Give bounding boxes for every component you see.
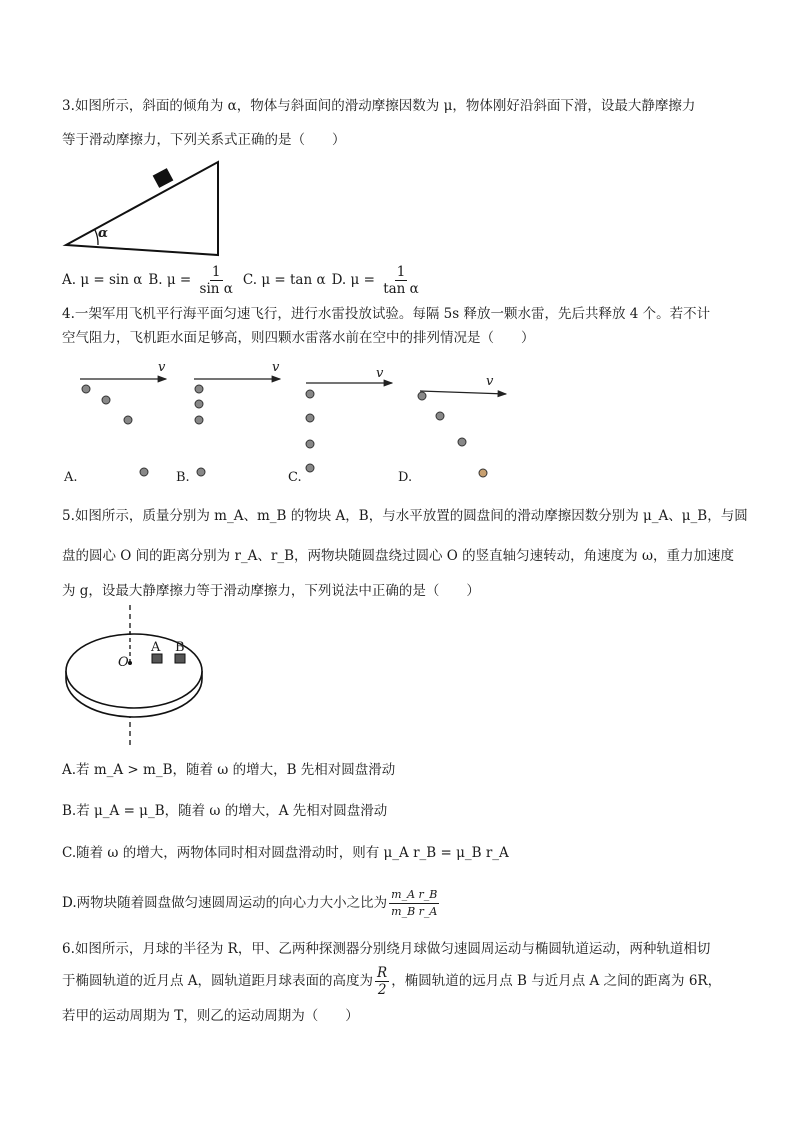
mine: [479, 469, 487, 477]
q3-option-b[interactable]: [148, 264, 237, 297]
q4-b-velocity: v: [272, 360, 280, 375]
q4-option-c-label[interactable]: C.: [288, 470, 302, 485]
mine: [418, 392, 426, 400]
q3-option-c[interactable]: C. μ = tan α: [242, 272, 326, 288]
q4-option-d-label[interactable]: D.: [398, 470, 413, 485]
block-b-label: B: [175, 640, 185, 655]
disk-figure: [60, 605, 210, 750]
q3-option-d-prefix: D. μ =: [331, 271, 375, 288]
q4-figure-a: [76, 362, 176, 482]
q3-option-d-num: 1: [396, 263, 406, 280]
q3-options: [62, 262, 423, 298]
angle-alpha-label: α: [98, 226, 109, 241]
mine: [195, 400, 203, 408]
q4-a-velocity: v: [158, 360, 166, 375]
q5-stem-line3: 为 g，设最大静摩擦力等于滑动摩擦力，下列说法中正确的是（ ）: [62, 583, 480, 599]
mine: [102, 396, 110, 404]
q3-option-b-num: 1: [211, 263, 221, 280]
q3-option-a[interactable]: A. μ = sin α: [62, 272, 143, 288]
q5-stem-line1: 5.如图所示，质量分别为 m_A、m_B 的物块 A，B，与水平放置的圆盘间的滑动摩擦因数分别为 μ_A、μ_B，与圆: [62, 508, 748, 524]
disk-center-label: O: [118, 655, 129, 670]
q3-option-b-prefix: B. μ =: [148, 271, 192, 288]
q5-option-d-den: m_B r_A: [391, 904, 438, 918]
q6-height-num: R: [377, 964, 388, 981]
mine: [306, 440, 314, 448]
q6-stem-line1: 6.如图所示，月球的半径为 R，甲、乙两种探测器分别绕月球做匀速圆周运动与椭圆轨道运动，两种轨道相切: [62, 941, 711, 957]
q6-stem-line3: 若甲的运动周期为 T，则乙的运动周期为（ ）: [62, 1008, 359, 1024]
q4-stem-line2: 空气阻力，飞机距水面足够高，则四颗水雷落水前在空中的排列情况是（ ）: [62, 330, 535, 346]
mine: [195, 385, 203, 393]
incline-block: [153, 168, 174, 188]
mine: [436, 412, 444, 420]
q6-height-den: 2: [377, 981, 387, 998]
q4-figure-b: [190, 362, 290, 482]
q5-option-d-prefix: D.两物块随着圆盘做匀速圆周运动的向心力大小之比为: [62, 895, 388, 911]
mine: [458, 438, 466, 446]
block-a: [152, 654, 162, 663]
q3-stem-line1: 3.如图所示，斜面的倾角为 α，物体与斜面间的滑动摩擦因数为 μ，物体刚好沿斜面下滑，设最大静摩擦力: [62, 98, 696, 114]
mine: [140, 468, 148, 476]
q3-stem-line2: 等于滑动摩擦力，下列关系式正确的是（ ）: [62, 132, 346, 148]
q5-option-a[interactable]: A.若 m_A > m_B，随着 ω 的增大，B 先相对圆盘滑动: [62, 762, 396, 778]
q4-option-a-label[interactable]: A.: [64, 470, 78, 485]
mine: [82, 385, 90, 393]
q6-stem-line2-prefix: 于椭圆轨道的近月点 A，圆轨道距月球表面的高度为: [62, 973, 374, 989]
q5-option-c[interactable]: C.随着 ω 的增大，两物体同时相对圆盘滑动时，则有 μ_A r_B = μ_B r_A: [62, 845, 509, 861]
q4-option-b-label[interactable]: B.: [176, 470, 190, 485]
mine: [195, 416, 203, 424]
q4-d-velocity: v: [486, 374, 494, 389]
q5-option-d[interactable]: [62, 884, 441, 922]
q5-stem-line2: 盘的圆心 O 间的距离分别为 r_A、r_B，两物块随圆盘绕过圆心 O 的竖直轴匀速转动，角速度为 ω，重力加速度: [62, 548, 734, 564]
incline-figure: [60, 158, 230, 258]
q6-stem-line2: [62, 962, 721, 1000]
q4-stem-line1: 4.一架军用飞机平行海平面匀速飞行，进行水雷投放试验。每隔 5s 释放一颗水雷，先后共释放 4 个。若不计: [62, 306, 711, 322]
q4-c-velocity: v: [376, 366, 384, 381]
q5-option-b[interactable]: B.若 μ_A = μ_B，随着 ω 的增大，A 先相对圆盘滑动: [62, 803, 388, 819]
mine: [306, 390, 314, 398]
block-a-label: A: [151, 640, 161, 655]
q3-option-b-den: sin α: [199, 280, 233, 297]
q4-figure-d: [416, 374, 516, 484]
q3-option-d-den: tan α: [383, 280, 419, 297]
mine: [124, 416, 132, 424]
mine: [306, 414, 314, 422]
q5-option-d-num: m_A r_B: [389, 887, 439, 904]
mine: [197, 468, 205, 476]
mine: [306, 464, 314, 472]
q3-option-d[interactable]: [332, 264, 423, 297]
q6-stem-line2-suffix: ，椭圆轨道的远月点 B 与近月点 A 之间的距离为 6R，: [391, 973, 722, 989]
q4-figure-c: [302, 366, 402, 486]
block-b: [175, 654, 185, 663]
